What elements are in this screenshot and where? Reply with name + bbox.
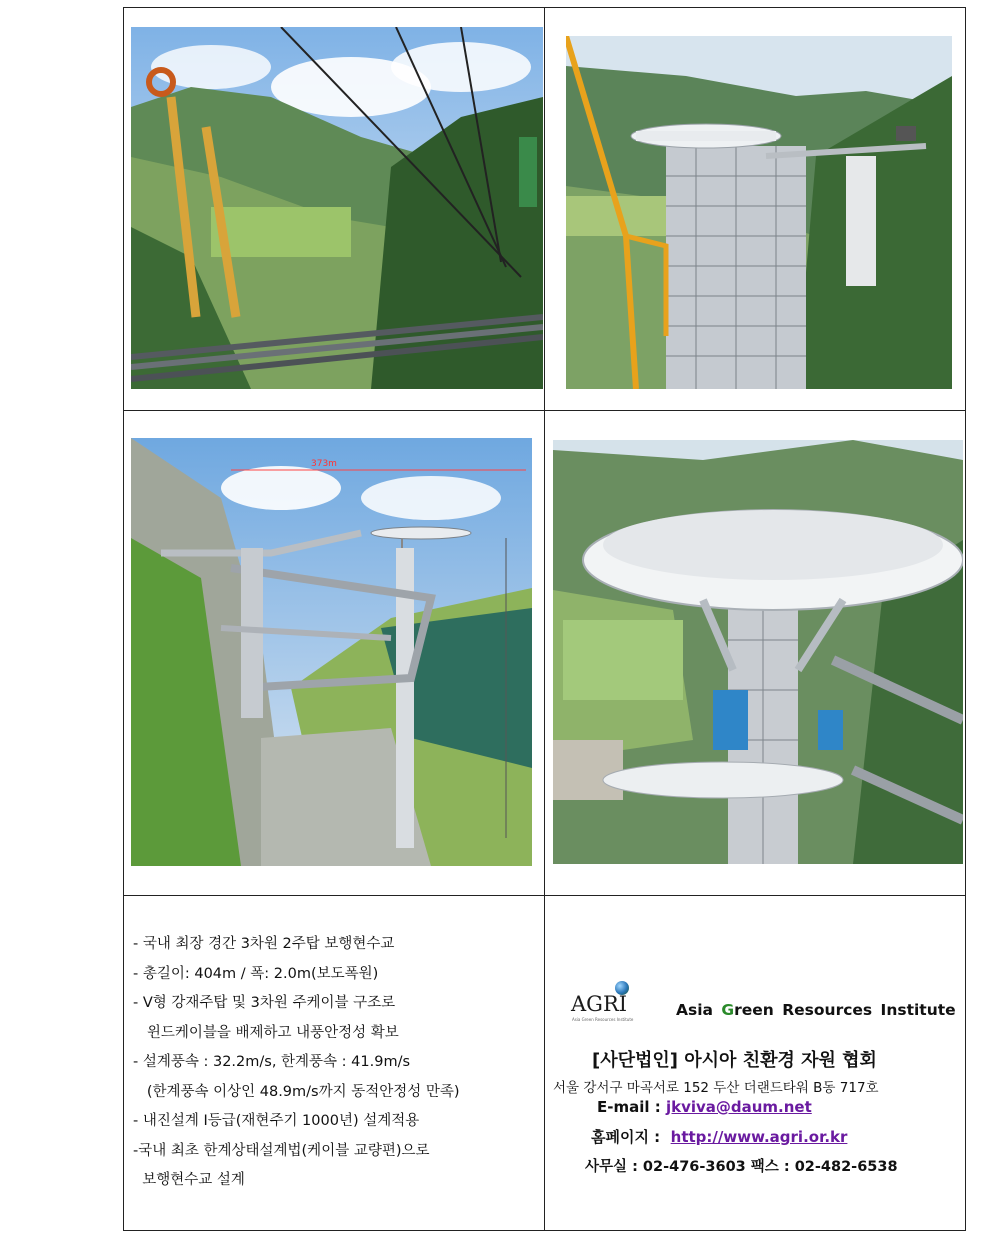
org-phone-fax: 사무실 : 02-476-3603 팩스 : 02-482-6538 bbox=[585, 1159, 898, 1175]
spec-line: -국내 최초 한계상태설계법(케이블 교량편)으로 bbox=[133, 1142, 430, 1159]
spec-line: 윈드케이블을 배제하고 내풍안정성 확보 bbox=[133, 1024, 399, 1041]
spec-line: (한계풍속 이상인 48.9m/s까지 동적안정성 만족) bbox=[133, 1083, 460, 1100]
spec-line: - 총길이: 404m / 폭: 2.0m(보도폭원) bbox=[133, 965, 379, 982]
row-divider-1 bbox=[123, 410, 966, 411]
column-divider bbox=[544, 7, 545, 1231]
org-email-line bbox=[597, 1098, 812, 1116]
email-label: E-mail : bbox=[597, 1098, 666, 1116]
agri-logo: AGRI bbox=[571, 992, 628, 1016]
org-address: 서울 강서구 마곡서로 152 두산 더랜드타워 B동 717호 bbox=[553, 1080, 879, 1096]
photo-tower-construction bbox=[566, 36, 952, 389]
spec-line: 보행현수교 설계 bbox=[133, 1172, 245, 1188]
homepage-link[interactable]: http://www.agri.or.kr bbox=[670, 1128, 848, 1146]
agri-logo-subtext: Asia Green Resources Institute bbox=[572, 1017, 634, 1022]
spec-line: - 국내 최장 경간 3차원 2주탑 보행현수교 bbox=[133, 936, 395, 952]
spec-line: - V형 강재주탑 및 3차원 주케이블 구조로 bbox=[133, 995, 396, 1011]
spec-line: - 내진설계 I등급(재현주기 1000년) 설계적용 bbox=[133, 1113, 420, 1129]
row-divider-2 bbox=[123, 895, 966, 896]
email-link[interactable]: jkviva@daum.net bbox=[665, 1098, 812, 1116]
org-homepage-line bbox=[591, 1126, 847, 1147]
eng-name-part: reen Resources Institute bbox=[734, 1001, 956, 1019]
org-korean-name: [사단법인] 아시아 친환경 자원 협회 bbox=[592, 1050, 877, 1071]
render-bridge-design bbox=[131, 438, 532, 866]
org-english-name bbox=[676, 1001, 956, 1019]
photo-observation-deck bbox=[553, 440, 963, 864]
eng-name-part: Asia bbox=[676, 1001, 722, 1019]
photo-cable-valley bbox=[131, 27, 543, 389]
eng-name-green: G bbox=[721, 1001, 735, 1019]
homepage-label: 홈페이지 : bbox=[591, 1128, 671, 1146]
bridge-specs-list bbox=[133, 930, 538, 1196]
render-dimension-label: 373m bbox=[311, 459, 337, 469]
spec-line: - 설계풍속 : 32.2m/s, 한계풍속 : 41.9m/s bbox=[133, 1054, 411, 1070]
